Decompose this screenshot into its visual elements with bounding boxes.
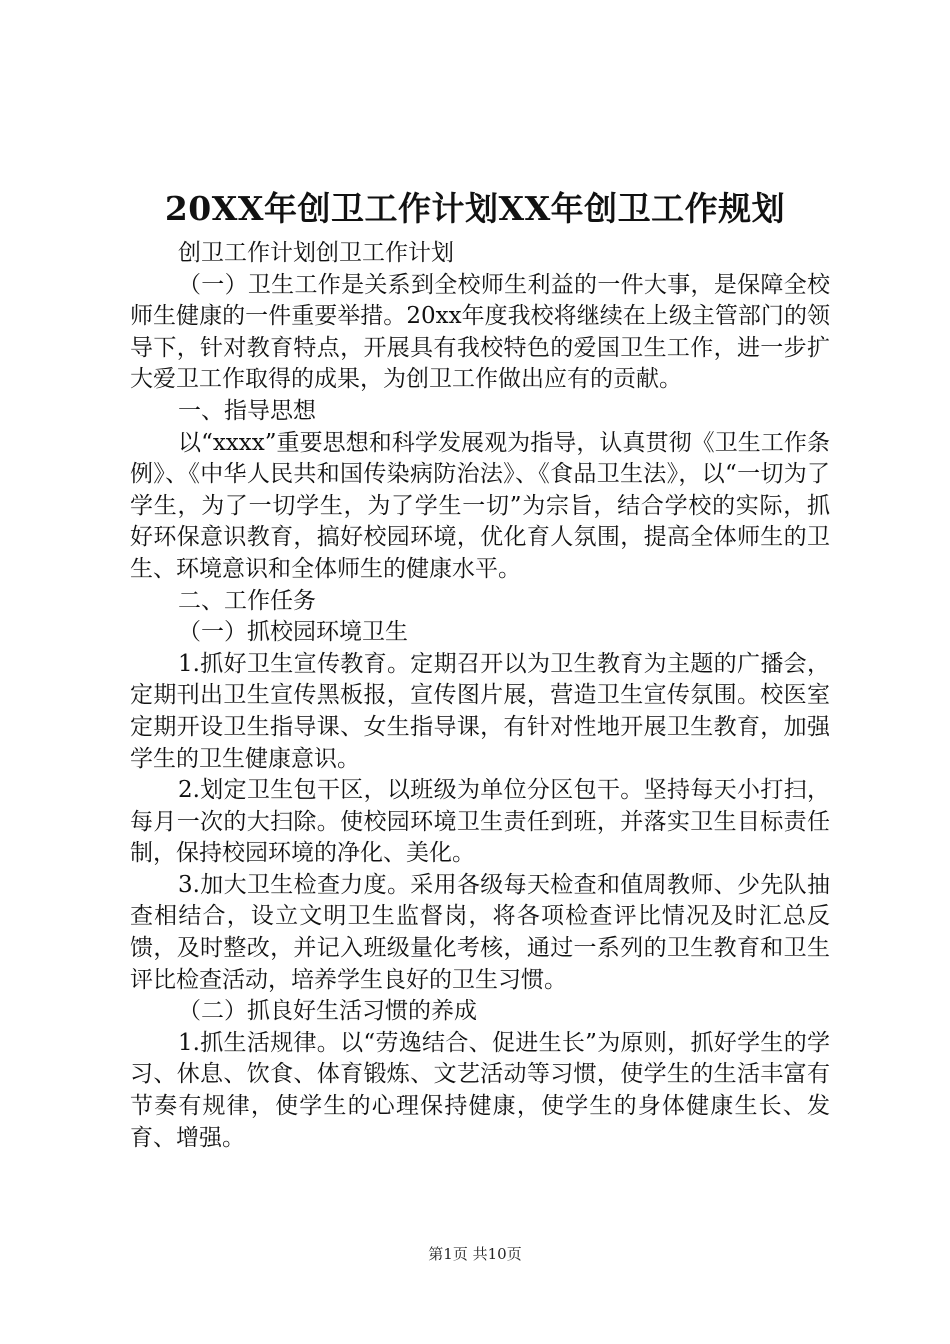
document-body (130, 238, 830, 1154)
section-heading-work-tasks: 二、工作任务 (178, 587, 316, 614)
paragraph-intro: （一）卫生工作是关系到全校师生利益的一件大事，是保障全校师生健康的一件重要举措。20xx年度我校将继续在上级主管部门的领导下，针对教育特点，开展具有我校特色的爱国卫生工作，进一步扩大爱卫工作取得的成果，为创卫工作做出应有的贡献。 (130, 271, 830, 393)
page-number-footer: 第1页 共10页 (428, 1245, 522, 1263)
list-item-life-routine: 1.抓生活规律。以“劳逸结合、促进生长”为原则，抓好学生的学习、休息、饮食、体育锻炼、文艺活动等习惯，使学生的生活丰富有节奏有规律，使学生的心理保持健康，使学生的身体健康生长、发育、增强。 (130, 1029, 830, 1151)
document-title: 20XX年创卫工作计划XX年创卫工作规划 (164, 189, 786, 228)
subsection-heading-campus-hygiene: （一）抓校园环境卫生 (178, 619, 408, 646)
subsection-heading-living-habits: （二）抓良好生活习惯的养成 (178, 998, 477, 1025)
paragraph-subtitle: 创卫工作计划创卫工作计划 (178, 240, 454, 266)
list-item-cleaning-zones: 2.划定卫生包干区，以班级为单位分区包干。坚持每天小打扫，每月一次的大扫除。使校园环境卫生责任到班，并落实卫生目标责任制，保持校园环境的净化、美化。 (130, 777, 830, 867)
list-item-inspection: 3.加大卫生检查力度。采用各级每天检查和值周教师、少先队抽查相结合，设立文明卫生监督岗，将各项检查评比情况及时汇总反馈，及时整改，并记入班级量化考核，通过一系列的卫生教育和卫生评比检查活动，培养学生良好的卫生习惯。 (130, 871, 830, 993)
section-heading-guiding-thought: 一、指导思想 (178, 397, 316, 424)
list-item-publicity-education: 1.抓好卫生宣传教育。定期召开以为卫生教育为主题的广播会，定期刊出卫生宣传黑板报，宣传图片展，营造卫生宣传氛围。校医室定期开设卫生指导课、女生指导课，有针对性地开展卫生教育，加强学生的卫生健康意识。 (130, 650, 830, 772)
paragraph-guiding-thought: 以“xxxx”重要思想和科学发展观为指导，认真贯彻《卫生工作条例》、《中华人民共和国传染病防治法》、《食品卫生法》，以“一切为了学生，为了一切学生，为了学生一切”为宗旨，结合学校的实际，抓好环保意识教育，搞好校园环境，优化育人氛围，提高全体师生的卫生、环境意识和全体师生的健康水平。 (130, 429, 830, 582)
